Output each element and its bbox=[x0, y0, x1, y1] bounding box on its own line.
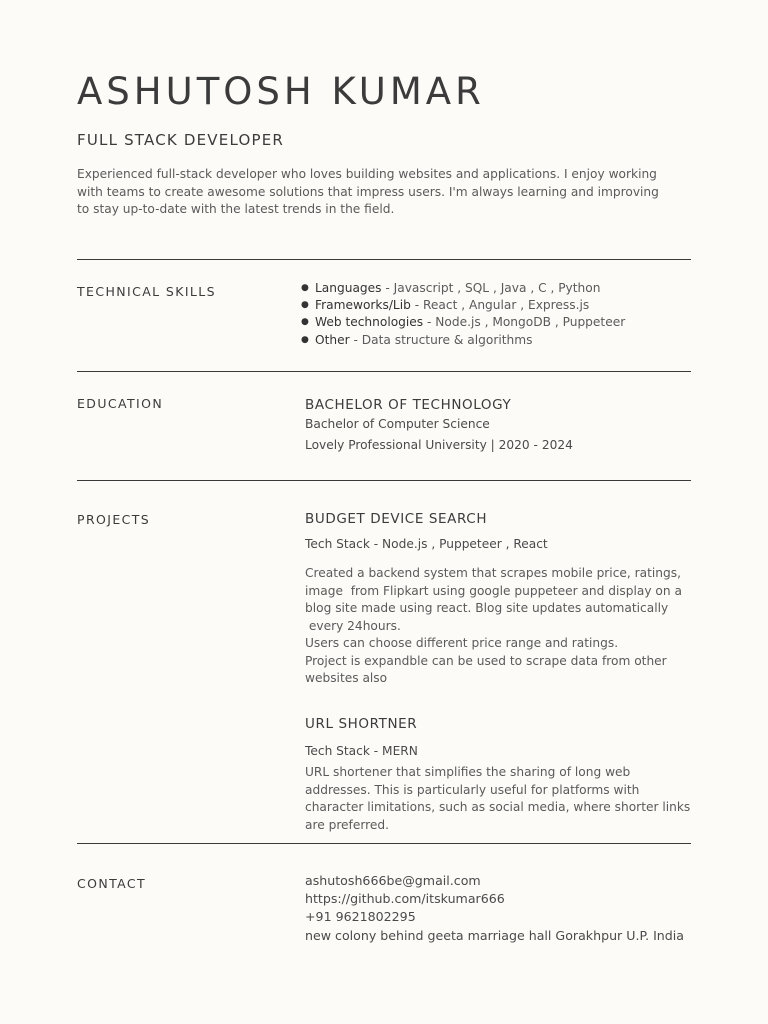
job-title: FULL STACK DEVELOPER bbox=[77, 131, 285, 149]
skill-category: Other bbox=[315, 332, 350, 347]
project-title: BUDGET DEVICE SEARCH bbox=[305, 511, 488, 527]
bullet-icon: ● bbox=[301, 317, 309, 328]
project-title: URL SHORTNER bbox=[305, 716, 418, 732]
section-title-projects: PROJECTS bbox=[77, 512, 151, 527]
description-line: Created a backend system that scrapes mobile price, ratings, bbox=[305, 566, 681, 580]
degree-field: Bachelor of Computer Science bbox=[305, 417, 490, 431]
project-description bbox=[305, 764, 715, 834]
summary-line: to stay up-to-date with the latest trends in the field. bbox=[77, 202, 395, 216]
section-title-skills: TECHNICAL SKILLS bbox=[77, 284, 216, 299]
school-info: Lovely Professional University | 2020 - 2024 bbox=[305, 438, 573, 452]
summary-line: Experienced full-stack developer who loves building websites and applications. I enjoy working bbox=[77, 167, 657, 181]
section-divider bbox=[77, 843, 691, 844]
skill-category: Web technologies bbox=[315, 315, 424, 330]
skill-values: - Javascript , SQL , Java , C , Python bbox=[381, 281, 601, 295]
bullet-icon: ● bbox=[301, 300, 309, 311]
description-line: Users can choose different price range and ratings. bbox=[305, 636, 619, 650]
description-line: Project is expandble can be used to scrape data from other bbox=[305, 653, 667, 668]
project-tech-stack: Tech Stack - Node.js , Puppeteer , React bbox=[305, 537, 548, 551]
description-line: websites also bbox=[305, 671, 388, 685]
section-title-contact: CONTACT bbox=[77, 876, 147, 891]
skill-values: - Node.js , MongoDB , Puppeteer bbox=[423, 315, 626, 330]
skill-category: Languages bbox=[315, 281, 382, 295]
section-title-education: EDUCATION bbox=[77, 396, 164, 411]
description-line: image from Flipkart using google puppeteer and display on a bbox=[305, 583, 682, 598]
contact-phone: +91 9621802295 bbox=[305, 909, 416, 925]
skill-values: - Data structure & algorithms bbox=[349, 332, 533, 347]
bullet-icon: ● bbox=[301, 334, 309, 345]
list-item bbox=[300, 314, 625, 331]
degree-title: BACHELOR OF TECHNOLOGY bbox=[305, 397, 512, 413]
description-line: addresses. This is particularly useful for platforms with bbox=[305, 782, 640, 797]
bullet-icon: ● bbox=[301, 283, 309, 293]
description-line: blog site made using react. Blog site updates automatically bbox=[305, 601, 669, 615]
section-divider bbox=[77, 259, 691, 260]
description-line: every 24hours. bbox=[305, 618, 401, 633]
skills-list bbox=[300, 280, 625, 349]
section-divider bbox=[77, 480, 691, 481]
contact-github-link[interactable]: https://github.com/itskumar666 bbox=[305, 891, 505, 907]
list-item bbox=[300, 297, 625, 314]
skill-category: Frameworks/Lib bbox=[315, 298, 411, 313]
section-divider bbox=[77, 371, 691, 372]
description-line: are preferred. bbox=[305, 817, 389, 832]
candidate-name: ASHUTOSH KUMAR bbox=[77, 70, 485, 113]
description-line: URL shortener that simplifies the sharing of long web bbox=[305, 765, 631, 779]
summary-line: with teams to create awesome solutions that impress users. I'm always learning and improving bbox=[77, 184, 659, 199]
project-tech-stack: Tech Stack - MERN bbox=[305, 744, 418, 758]
list-item bbox=[300, 332, 625, 349]
list-item bbox=[300, 280, 625, 297]
description-line: character limitations, such as social media, where shorter links bbox=[305, 800, 691, 814]
profile-summary bbox=[77, 166, 692, 219]
contact-email[interactable]: ashutosh666be@gmail.com bbox=[305, 873, 481, 888]
contact-address: new colony behind geeta marriage hall Gorakhpur U.P. India bbox=[305, 927, 684, 943]
skill-values: - React , Angular , Express.js bbox=[410, 298, 590, 313]
contact-details bbox=[305, 872, 684, 945]
project-description bbox=[305, 565, 715, 688]
